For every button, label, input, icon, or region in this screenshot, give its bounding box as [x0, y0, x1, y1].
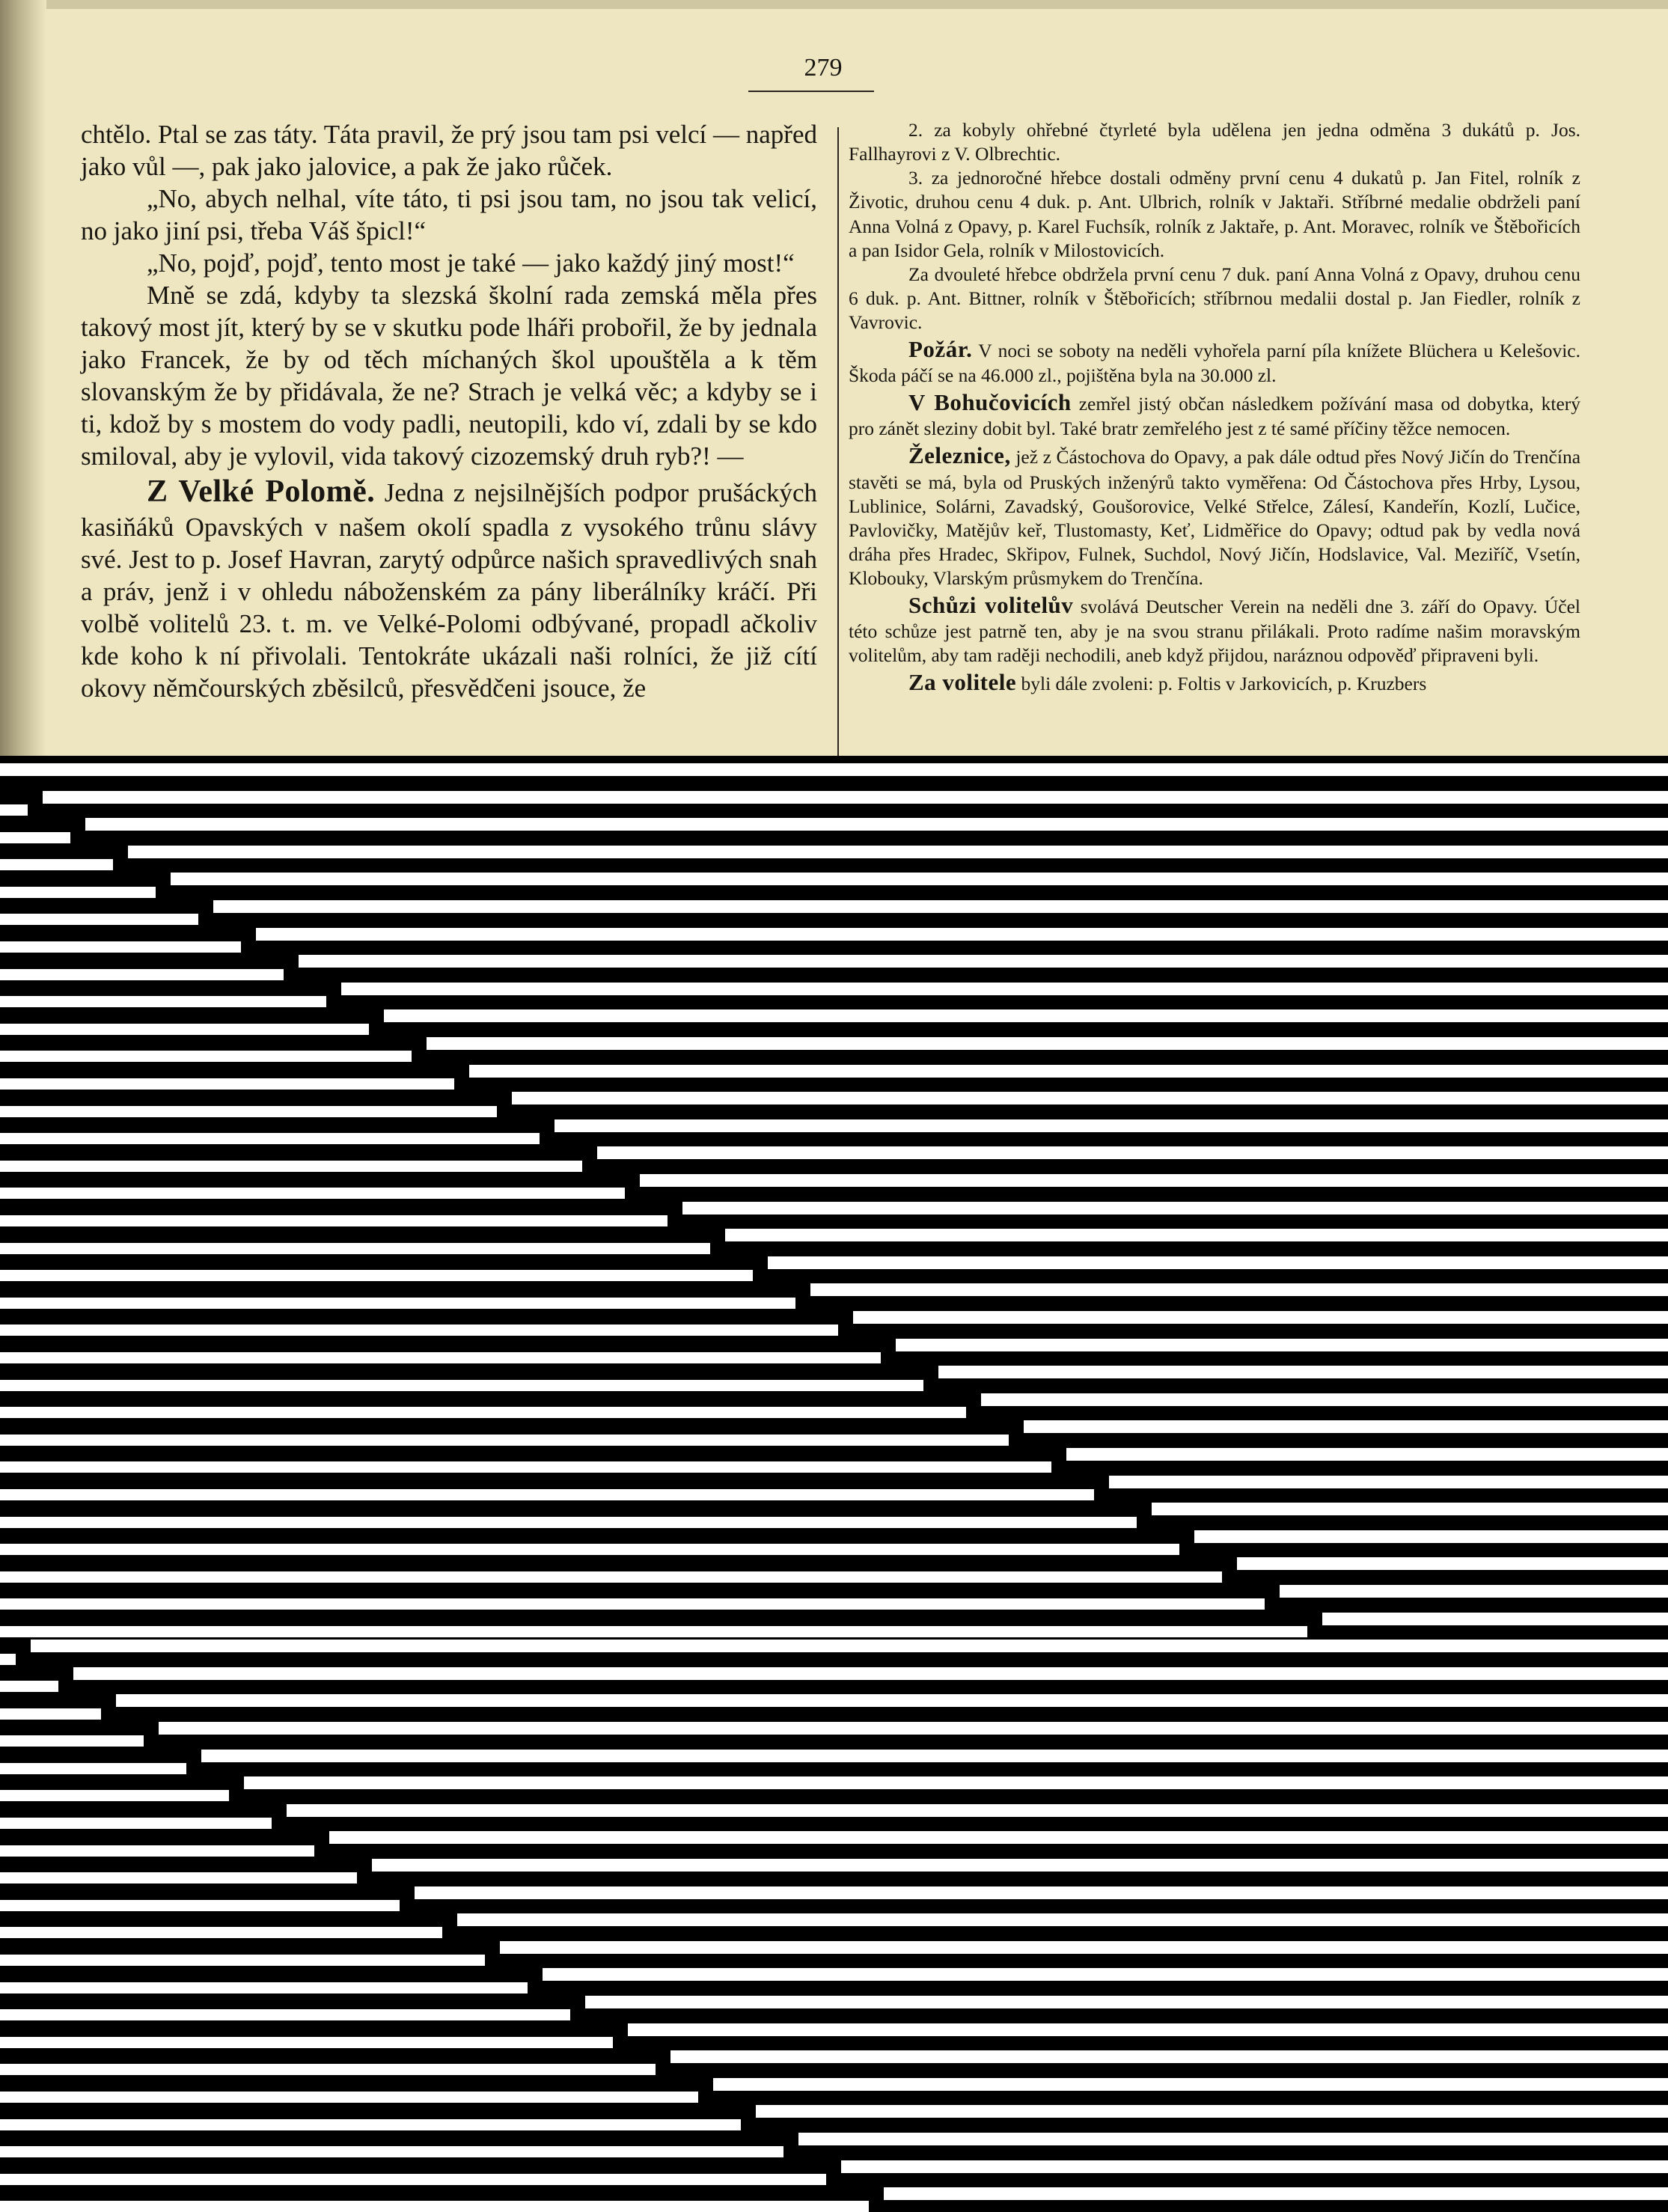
scan-noise-stripe — [0, 1435, 1009, 1446]
scan-noise-stripe — [299, 955, 1668, 968]
page-number: 279 — [804, 54, 843, 82]
scan-noise-stripe — [0, 1133, 540, 1144]
scan-noise-stripe — [0, 1982, 528, 1993]
scan-noise-stripe — [0, 1407, 966, 1418]
scan-noise-stripe — [0, 1243, 710, 1254]
scan-noise-stripe — [0, 1078, 454, 1090]
page-number-rule — [748, 91, 874, 92]
scan-noise-stripe — [0, 1298, 795, 1309]
news-heading: Požár. — [908, 336, 973, 363]
news-heading: V Bohučovicích — [908, 389, 1072, 416]
news-text: V noci se soboty na neděli vyhořela parní píla knížete Blüchera u Kelešovic. Škoda páčí se na 46.000 zl., pojištěna byla na 30.000 zl. — [849, 340, 1581, 387]
scan-noise-stripe — [1109, 1476, 1668, 1488]
scan-noise-stripe — [0, 763, 1668, 776]
scan-noise-stripe — [0, 1845, 314, 1857]
scan-noise-stripe — [1024, 1420, 1668, 1433]
scan-noise-stripe — [756, 2105, 1668, 2118]
scan-noise-stripe — [0, 1654, 16, 1665]
scan-noise-stripe — [938, 1366, 1668, 1378]
paragraph: 3. za jednoročné hřebce dostali odměny první cenu 4 dukatů p. Jan Fitel, rolník z Životic, druhou cenu 4 duk. p. Ant. Ulbrich, rolník v Jaktaři. Stříbrné medalie obdrželi paní Anna Volná z Opavy, p. Karel Fuchsík, rolník z Jaktaře, p. Ant. Moravec, rolník ve Štěbořicích a pan Isidor Gela, rolník v Milostovicích. — [849, 167, 1580, 261]
paragraph: 2. za kobyly ohřebné čtyrleté byla udělena jen jedna odměna 3 dukátů p. Jos. Fallhayrovi z V. Olbrechtic. — [849, 119, 1580, 165]
scan-noise-stripe — [0, 1051, 412, 1062]
scan-noise-stripe — [1194, 1530, 1668, 1543]
scan-noise-stripe — [0, 1270, 753, 1281]
news-heading: Schůzi volitelův — [908, 592, 1074, 619]
news-heading: Za volitele — [908, 669, 1017, 696]
scan-noise-stripe — [128, 846, 1668, 858]
scan-noise-stripe — [0, 941, 241, 953]
scan-noise-stripe — [981, 1393, 1668, 1406]
scan-noise-stripe — [73, 1667, 1668, 1680]
scan-noise-stripe — [244, 1776, 1668, 1789]
corrupted-scan-area — [0, 756, 1668, 2196]
scan-noise-stripe — [896, 1339, 1668, 1351]
scan-noise-stripe — [469, 1065, 1668, 1078]
scan-noise-stripe — [116, 1694, 1668, 1707]
scan-noise-stripe — [213, 900, 1668, 913]
scan-noise-stripe — [0, 1461, 1051, 1473]
scan-noise-stripe — [0, 1517, 1137, 1528]
scan-noise-stripe — [798, 2133, 1668, 2145]
scan-noise-stripe — [0, 1927, 442, 1938]
scan-noise-stripe — [341, 983, 1668, 995]
paragraph: chtělo. Ptal se zas táty. Táta pravil, že prý jsou tam psi velcí — napřed jako vůl —, pak jako jalovice, a pak že jako růček. — [81, 120, 817, 182]
article-paragraph — [81, 473, 817, 705]
news-item — [849, 667, 1580, 697]
scan-noise-stripe — [0, 2119, 741, 2130]
scan-noise-stripe — [0, 1571, 1222, 1583]
scan-noise-stripe — [1066, 1448, 1668, 1461]
article-heading: Z Velké Polomě. — [147, 474, 376, 509]
news-item — [849, 334, 1580, 388]
scan-noise-stripe — [640, 1174, 1668, 1187]
scan-noise-stripe — [0, 1955, 485, 1966]
news-heading: Železnice, — [908, 442, 1011, 469]
scan-noise-stripe — [0, 2201, 869, 2212]
scan-noise-stripe — [725, 1229, 1668, 1241]
scan-noise-stripe — [287, 1804, 1668, 1817]
paragraph: „No, pojď, pojď, tento most je také — jako každý jiný most!“ — [147, 248, 795, 278]
scan-noise-stripe — [0, 1161, 582, 1172]
scan-noise-stripe — [1152, 1503, 1668, 1515]
scan-noise-stripe — [0, 1106, 497, 1117]
scan-noise-stripe — [0, 1544, 1179, 1555]
scan-noise-stripe — [500, 1941, 1668, 1954]
scan-noise-stripe — [0, 2092, 698, 2103]
scan-noise-stripe — [0, 996, 326, 1007]
scan-noise-stripe — [1322, 1613, 1668, 1625]
scan-noise-stripe — [0, 1352, 881, 1363]
scan-noise-stripe — [0, 1188, 625, 1199]
scan-noise-stripe — [0, 1325, 838, 1336]
scan-noise-stripe — [31, 1640, 1668, 1652]
scanned-page — [0, 0, 1668, 756]
scan-noise-stripe — [0, 1818, 272, 1829]
left-column — [81, 118, 817, 704]
scan-noise-stripe — [0, 1735, 144, 1747]
scan-noise-stripe — [0, 1681, 58, 1692]
news-text: byli dále zvoleni: p. Foltis v Jarkovicích, p. Kruzbers — [1021, 673, 1427, 695]
scan-noise-stripe — [0, 804, 28, 816]
scan-noise-stripe — [159, 1722, 1668, 1735]
scan-noise-stripe — [670, 2050, 1668, 2063]
scan-noise-stripe — [0, 969, 284, 980]
scan-noise-stripe — [585, 1996, 1668, 2008]
scan-noise-stripe — [329, 1831, 1668, 1844]
scan-noise-stripe — [841, 2160, 1668, 2173]
scan-noise-stripe — [0, 2064, 656, 2075]
scan-noise-stripe — [0, 2037, 613, 2048]
news-text: svolává Deutscher Verein na neděli dne 3. září do Opavy. Účel této schůze jest patrně ten, aby je na svou stranu přilákali. Proto radíme našim moravským volitelům, aby tam raději nechodili, aneb když přijdou, naráznou odpověď připraveni byli. — [849, 596, 1580, 667]
news-text: zemřel jistý občan následkem požívání masa od dobytka, který pro zánět sleziny dobit byl. Také bratr zemřelého jest z té samé příčiny těžce nemocen. — [849, 393, 1581, 440]
scan-noise-stripe — [884, 2187, 1668, 2200]
scan-noise-stripe — [543, 1968, 1668, 1981]
scan-noise-stripe — [201, 1750, 1668, 1762]
scan-noise-stripe — [0, 1790, 229, 1801]
scan-noise-stripe — [427, 1037, 1668, 1050]
article-text: Jedna z nejsilnějších podpor prušáckých kasiňáků Opavských v našem okolí spadla z vysokého trůnu slávy své. Jest to p. Josef Havran, zarytý odpůrce našich spravedlivých snah a práv, jenž i v ohledu náboženském za pány liberálníky kráčí. Při volbě volitelů 23. t. m. ve Velké-Polomi odbývané, propadl ačkoliv kde koho k ní přivolali. Tentokráte ukázali naši rolníci, že již cítí okovy němčourských zběsilců, přesvědčeni jsouce, že — [81, 477, 818, 703]
paragraph: Mně se zdá, kdyby ta slezská školní rada zemská měla přes takový most jít, který by se v skutku pode lháři probořil, že by jednala jako Francek, že by od těch míchaných škol upouštěla a k těm slovanským že by přidávala, že ne? Strach je velká věc; a kdyby se i ti, kdož by s mostem do vody padli, neutopili, kdo ví, zdali by se kdo smiloval, aby je vylovil, vida takový cizozemský druh ryb?! — — [81, 281, 817, 471]
scan-noise-stripe — [0, 1215, 667, 1226]
scan-noise-stripe — [810, 1283, 1668, 1296]
scan-noise-stripe — [0, 914, 198, 925]
scan-noise-stripe — [628, 2023, 1668, 2036]
scan-noise-stripe — [682, 1202, 1668, 1215]
scan-noise-stripe — [457, 1913, 1668, 1926]
scan-noise-stripe — [0, 1024, 369, 1035]
scan-noise-stripe — [853, 1311, 1668, 1324]
scan-noise-stripe — [0, 887, 156, 898]
news-item — [849, 441, 1580, 590]
scan-noise-stripe — [415, 1886, 1668, 1899]
scan-noise-stripe — [713, 2078, 1668, 2091]
scan-noise-stripe — [555, 1119, 1668, 1132]
scan-noise-stripe — [0, 1380, 923, 1391]
scan-noise-stripe — [512, 1092, 1668, 1105]
right-column — [849, 118, 1580, 697]
scan-noise-stripe — [0, 1598, 1265, 1610]
news-item — [849, 388, 1580, 441]
scan-noise-stripe — [43, 791, 1668, 804]
paragraph: „No, abych nelhal, víte táto, ti psi jsou tam, no jsou tak velicí, no jako jiní psi, třeba Váš špicl!“ — [81, 184, 817, 246]
scan-noise-stripe — [1280, 1585, 1668, 1598]
scan-noise-stripe — [384, 1009, 1668, 1022]
scan-noise-stripe — [768, 1256, 1668, 1269]
scan-noise-stripe — [256, 928, 1668, 941]
scan-noise-stripe — [0, 1763, 186, 1774]
scan-noise-stripe — [0, 832, 70, 843]
scan-noise-stripe — [372, 1859, 1668, 1872]
news-item — [849, 590, 1580, 667]
scan-noise-stripe — [0, 1872, 357, 1883]
scan-noise-stripe — [0, 2009, 570, 2020]
scan-noise-stripe — [171, 873, 1668, 885]
scan-noise-stripe — [0, 2146, 783, 2157]
scan-noise-stripe — [0, 1708, 101, 1720]
scan-noise-stripe — [0, 2174, 826, 2185]
book-spine-shadow — [0, 0, 46, 756]
paragraph: Za dvouleté hřebce obdržela první cenu 7 duk. paní Anna Volná z Opavy, druhou cenu 6 duk. p. Ant. Bittner, rolník v Štěbořicích; stříbrnou medalii dostal p. Jan Fiedler, rolník z Vavrovic. — [849, 263, 1580, 333]
news-text: jež z Částochova do Opavy, a pak dále odtud přes Nový Jičín do Trenčína stavěti se má, byla od Pruských inženýrů takto vyměřena: Od Částochova přes Hrby, Lysou, Lublinice, Solárni, Zavadský, Goušorovice, Velké Střelce, Zálesí, Kandeřín, Kozlí, Lučice, Pavlovičky, Matějův keř, Tlustomasty, Keť, Lidměřice do Opavy; odtud pak by vedla nová dráha přes Hradec, Skřipov, Fulnek, Suchdol, Nový Jičín, Hodslavice, Val. Meziříč, Vsetín, Klobouky, Vlarským průsmykem do Trenčína. — [849, 446, 1581, 590]
scan-noise-stripe — [1237, 1557, 1668, 1570]
scan-noise-stripe — [0, 1626, 1307, 1637]
scan-noise-stripe — [0, 859, 113, 870]
scan-noise-stripe — [0, 1900, 400, 1911]
scan-noise-stripe — [0, 1489, 1094, 1500]
column-divider — [837, 127, 839, 756]
scan-noise-stripe — [597, 1146, 1668, 1159]
scan-noise-stripe — [85, 818, 1668, 831]
page-top-edge — [46, 0, 1668, 9]
